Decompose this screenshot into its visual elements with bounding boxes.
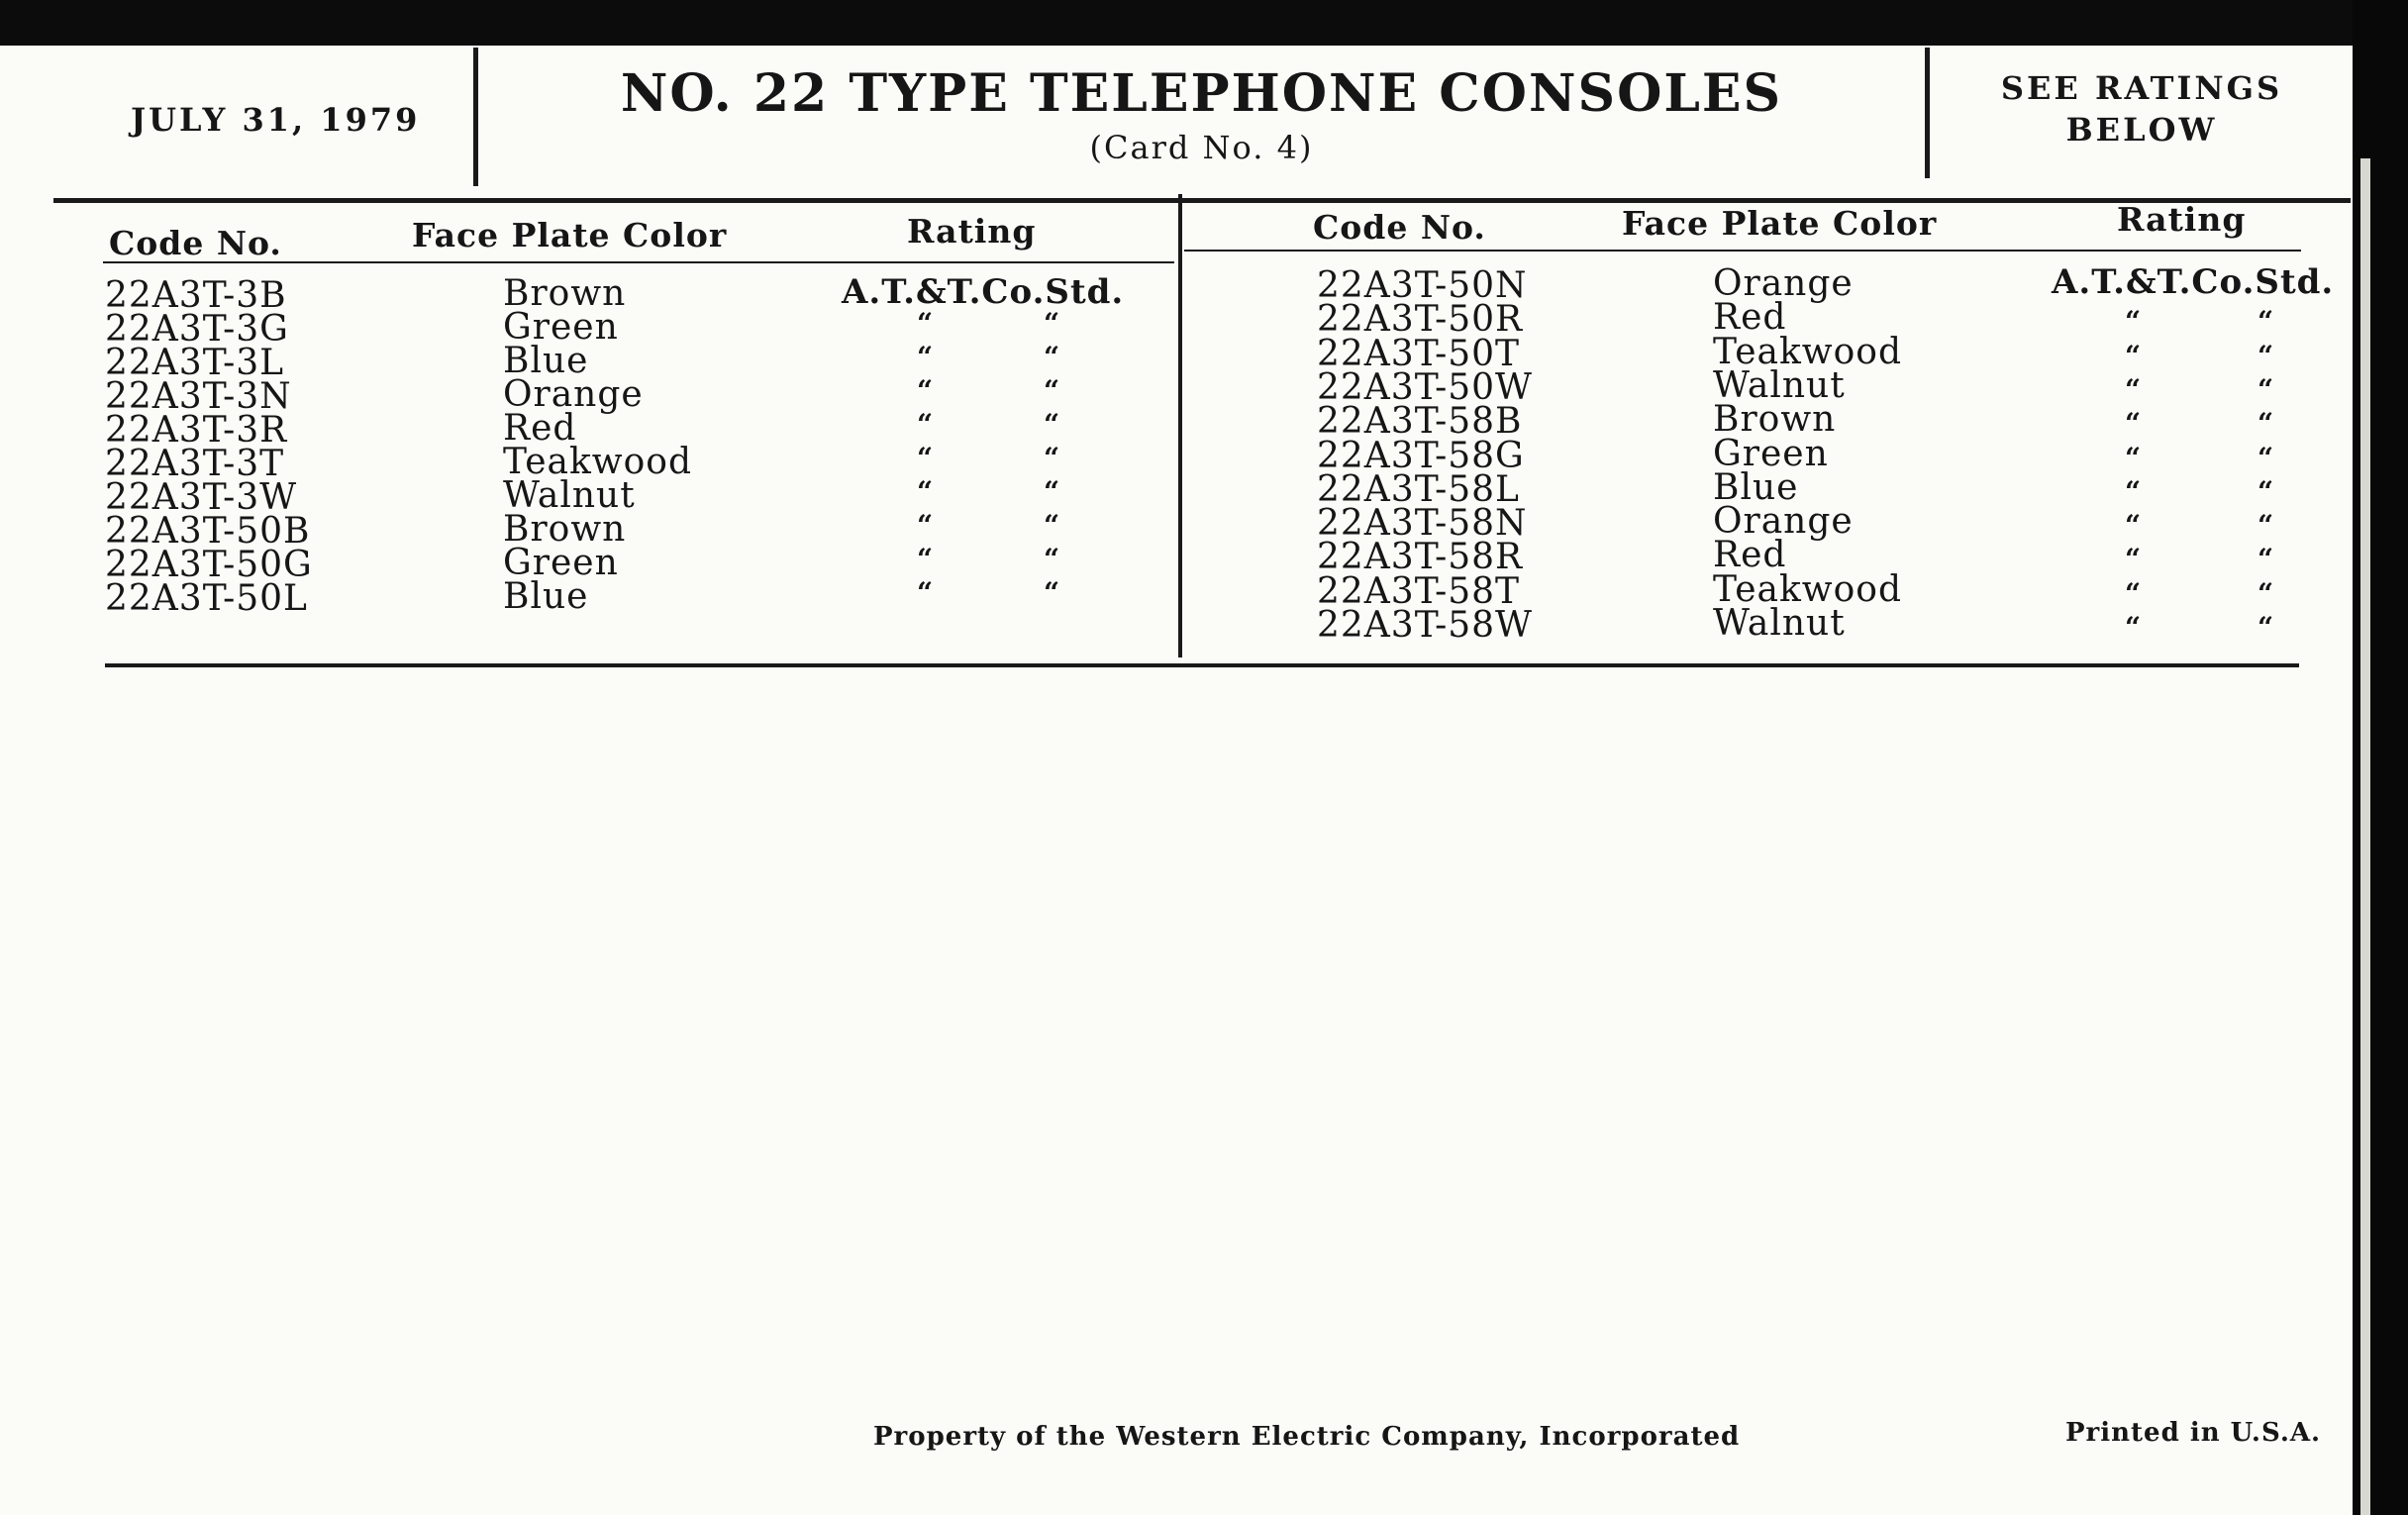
right-color-cell: Red <box>1713 535 1787 576</box>
right-header-color: Face Plate Color <box>1622 204 1938 243</box>
ditto-mark: “ <box>2125 305 2142 339</box>
ditto-mark: “ <box>917 442 934 474</box>
left-code-cell: 22A3T-3T <box>105 444 285 484</box>
ditto-mark: “ <box>2125 576 2142 610</box>
property-notice: Property of the Western Electric Company, Incorporated <box>873 1422 1741 1452</box>
ditto-mark: “ <box>2125 509 2142 543</box>
right-code-cell: 22A3T-50T <box>1317 333 1521 374</box>
ditto-mark: “ <box>2125 441 2142 474</box>
card-title: NO. 22 TYPE TELEPHONE CONSOLES <box>620 63 1783 124</box>
left-color-cell: Red <box>503 408 577 449</box>
ditto-mark: “ <box>1044 341 1060 373</box>
right-code-cell: 22A3T-58N <box>1317 503 1528 545</box>
ditto-mark: “ <box>1044 408 1060 441</box>
ditto-mark: “ <box>2258 576 2274 610</box>
right-code-cell: 22A3T-58L <box>1317 468 1520 510</box>
ditto-mark: “ <box>1044 543 1060 575</box>
right-color-cell: Red <box>1713 297 1787 339</box>
header-rule <box>53 198 2351 203</box>
ditto-mark: “ <box>917 509 934 542</box>
card-date: JULY 31, 1979 <box>131 101 421 139</box>
ditto-mark: “ <box>2125 474 2142 508</box>
ditto-mark: “ <box>917 374 934 407</box>
ditto-mark: “ <box>1044 576 1060 609</box>
ditto-mark: “ <box>917 576 934 609</box>
right-rating-cell: A.T.&T.Co.Std. <box>2052 262 2335 302</box>
right-color-cell: Orange <box>1713 501 1854 543</box>
ditto-mark: “ <box>917 307 934 340</box>
ditto-mark: “ <box>1044 509 1060 542</box>
left-color-cell: Teakwood <box>503 442 693 482</box>
right-header-rating: Rating <box>2117 200 2247 239</box>
right-color-cell: Walnut <box>1713 603 1846 644</box>
left-code-cell: 22A3T-3G <box>105 309 289 350</box>
left-color-cell: Walnut <box>503 475 636 516</box>
ditto-mark: “ <box>917 543 934 575</box>
ditto-mark: “ <box>1044 374 1060 407</box>
left-code-cell: 22A3T-50L <box>105 578 308 619</box>
left-rating-cell: A.T.&T.Co.Std. <box>842 272 1125 312</box>
index-card <box>0 46 2353 1515</box>
right-code-cell: 22A3T-58B <box>1317 401 1523 443</box>
right-code-cell: 22A3T-58T <box>1317 570 1521 612</box>
left-header-color: Face Plate Color <box>412 216 728 254</box>
left-color-cell: Blue <box>503 341 589 381</box>
ditto-mark: “ <box>1044 442 1060 474</box>
left-color-cell: Blue <box>503 576 589 617</box>
scan-edge-strip <box>2360 158 2370 1515</box>
right-code-cell: 22A3T-58G <box>1317 435 1525 476</box>
header-divider-right <box>1925 48 1930 178</box>
ditto-mark: “ <box>917 475 934 508</box>
ditto-mark: “ <box>2125 372 2142 406</box>
ditto-mark: “ <box>2258 372 2274 406</box>
ratings-note <box>1931 67 2353 151</box>
right-header-underline <box>1184 250 2301 252</box>
right-code-cell: 22A3T-50N <box>1317 265 1528 306</box>
printed-notice: Printed in U.S.A. <box>2065 1418 2322 1448</box>
ditto-mark: “ <box>917 341 934 373</box>
card-subtitle: (Card No. 4) <box>1089 129 1314 166</box>
left-code-cell: 22A3T-3L <box>105 343 285 383</box>
right-code-cell: 22A3T-58W <box>1317 605 1534 646</box>
left-color-cell: Brown <box>503 273 627 314</box>
right-color-cell: Teakwood <box>1713 568 1903 610</box>
left-code-cell: 22A3T-3R <box>105 410 288 451</box>
ditto-mark: “ <box>917 408 934 441</box>
left-code-cell: 22A3T-3W <box>105 477 298 518</box>
ditto-mark: “ <box>2258 339 2274 372</box>
left-code-cell: 22A3T-3N <box>105 376 292 417</box>
right-code-cell: 22A3T-50W <box>1317 366 1534 408</box>
left-code-cell: 22A3T-3B <box>105 275 287 316</box>
left-code-cell: 22A3T-50B <box>105 511 311 552</box>
left-color-cell: Orange <box>503 374 644 415</box>
right-code-cell: 22A3T-50R <box>1317 299 1524 341</box>
right-code-cell: 22A3T-58R <box>1317 537 1524 578</box>
ditto-mark: “ <box>1044 475 1060 508</box>
ditto-mark: “ <box>2258 509 2274 543</box>
right-color-cell: Orange <box>1713 263 1854 304</box>
ditto-mark: “ <box>2258 407 2274 441</box>
right-header-code: Code No. <box>1313 208 1486 247</box>
ditto-mark: “ <box>2125 611 2142 644</box>
right-color-cell: Walnut <box>1713 364 1846 406</box>
ditto-mark: “ <box>2258 611 2274 644</box>
ratings-note-line2: BELOW <box>2065 111 2218 149</box>
ditto-mark: “ <box>2258 474 2274 508</box>
ditto-mark: “ <box>2125 407 2142 441</box>
table-column-divider <box>1178 194 1182 657</box>
right-color-cell: Blue <box>1713 466 1799 508</box>
left-color-cell: Green <box>503 543 619 583</box>
ratings-note-line1: SEE RATINGS <box>2000 69 2283 107</box>
left-code-cell: 22A3T-50G <box>105 545 313 585</box>
left-color-cell: Brown <box>503 509 627 550</box>
right-color-cell: Green <box>1713 433 1829 474</box>
ditto-mark: “ <box>2125 339 2142 372</box>
ditto-mark: “ <box>2258 441 2274 474</box>
ditto-mark: “ <box>2125 543 2142 576</box>
ditto-mark: “ <box>2258 543 2274 576</box>
ditto-mark: “ <box>2258 305 2274 339</box>
left-header-rating: Rating <box>907 212 1037 251</box>
right-color-cell: Brown <box>1713 399 1837 441</box>
table-bottom-rule <box>105 663 2299 667</box>
right-color-cell: Teakwood <box>1713 331 1903 372</box>
left-color-cell: Green <box>503 307 619 348</box>
ditto-mark: “ <box>1044 307 1060 340</box>
left-header-code: Code No. <box>109 224 282 262</box>
scan-edge <box>2353 0 2408 1515</box>
